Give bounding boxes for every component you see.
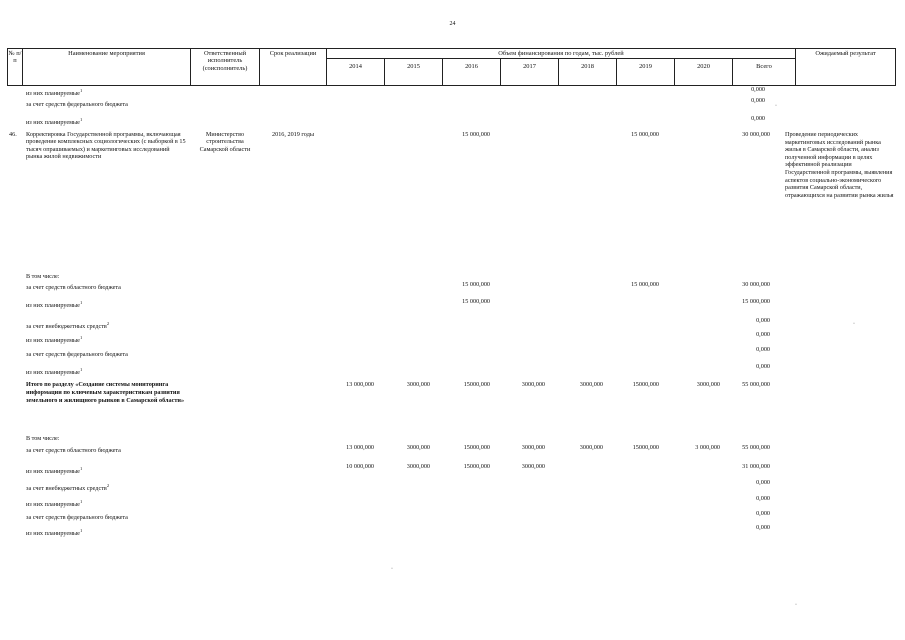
row-total: 0,000 [751, 97, 765, 104]
row-label: за счет средств федерального бюджета [26, 351, 128, 358]
header-year: 2017 [523, 63, 536, 70]
section-total-label: Итого по разделу «Создание системы мониторинга информации по ключевым характеристикам развития земельного и жилищного рынков в Самарской области» [26, 381, 185, 404]
row-label: из них планируемые$^1$ [26, 335, 83, 344]
header-funding: Объем финансирования по годам, тыс. рублей [498, 50, 624, 57]
row-value-2019: 15 000,000 [631, 281, 659, 288]
row-total: 30 000,000 [742, 281, 770, 288]
section-total-all: 55 000,000 [742, 381, 770, 388]
row-total: 0,000 [756, 346, 770, 353]
header-year: 2016 [465, 63, 478, 70]
row-label: из них планируемые$^1$ [26, 300, 83, 309]
row-total: 15 000,000 [742, 298, 770, 305]
header-num: № п/п [8, 50, 22, 65]
row-label: за счет средств федерального бюджета [26, 101, 128, 108]
row-label: из них планируемые$^1$ [26, 117, 83, 126]
section-total-2017: 3000,000 [521, 381, 545, 388]
header-year: 2015 [407, 63, 420, 70]
item-number: 46. [9, 131, 17, 138]
row-total: 55 000,000 [742, 444, 770, 451]
row-value-2017: 3000,000 [521, 444, 545, 451]
row-total: 0,000 [756, 479, 770, 486]
row-label: из них планируемые$^1$ [26, 466, 83, 475]
item-total: 30 000,000 [742, 131, 770, 138]
row-label: из них планируемые$^1$ [26, 88, 83, 97]
item-responsible: Министерство строительства Самарской области [199, 131, 251, 153]
row-total: 0,000 [751, 86, 765, 93]
section-total-2020: 3000,000 [696, 381, 720, 388]
row-total: 0,000 [756, 317, 770, 324]
row-value-2016: 15000,000 [463, 463, 490, 470]
header-year: 2020 [697, 63, 710, 70]
row-label: за счет внебюджетных средств$^2$ [26, 321, 110, 330]
row-total: 0,000 [756, 363, 770, 370]
header-responsible: Ответственный исполнитель (соисполнитель) [202, 50, 248, 72]
row-total: 31 000,000 [742, 463, 770, 470]
header-year: 2014 [349, 63, 362, 70]
row-value-2015: 3000,000 [406, 463, 430, 470]
row-total: 0,000 [756, 495, 770, 502]
header-name: Наименование мероприятия [68, 50, 145, 57]
header-year: 2019 [639, 63, 652, 70]
section-total-2018: 3000,000 [579, 381, 603, 388]
section-total-2014: 13 000,000 [346, 381, 374, 388]
row-label: за счет средств областного бюджета [26, 284, 121, 291]
page-number: 24 [449, 21, 456, 27]
item-name: Корректировка Государственной программы, включающая проведение комплексных социологических (с выборкой в 15 тысяч опрашиваемых) и маркетинговых исследований рынка жилой недвижимости [26, 131, 186, 161]
item-term: 2016, 2019 годы [272, 131, 314, 138]
row-value-2019: 15000,000 [632, 444, 659, 451]
header-year-total: Всего [756, 63, 772, 70]
row-total: 0,000 [751, 115, 765, 122]
header-year: 2018 [581, 63, 594, 70]
row-label: В том числе: [26, 273, 60, 280]
row-label: за счет средств федерального бюджета [26, 514, 128, 521]
row-label: из них планируемые$^1$ [26, 499, 83, 508]
row-total: 0,000 [756, 524, 770, 531]
header-term: Срок реализации [269, 50, 317, 57]
row-value-2016: 15 000,000 [462, 298, 490, 305]
header-result: Ожидаемый результат [815, 50, 876, 57]
row-label: из них планируемые$^1$ [26, 367, 83, 376]
row-value-2015: 3000,000 [406, 444, 430, 451]
row-label: из них планируемые$^1$ [26, 528, 83, 537]
row-value-2014: 13 000,000 [346, 444, 374, 451]
item-value-2016: 15 000,000 [462, 131, 490, 138]
row-value-2017: 3000,000 [521, 463, 545, 470]
section-total-2015: 3000,000 [406, 381, 430, 388]
row-total: 0,000 [756, 510, 770, 517]
row-value-2016: 15 000,000 [462, 281, 490, 288]
row-label: за счет внебюджетных средств$^2$ [26, 483, 110, 492]
section-total-2016: 15000,000 [463, 381, 490, 388]
row-value-2014: 10 000,000 [346, 463, 374, 470]
section-total-2019: 15000,000 [632, 381, 659, 388]
row-total: 0,000 [756, 331, 770, 338]
row-label: В том числе: [26, 435, 60, 442]
row-value-2018: 3000,000 [579, 444, 603, 451]
row-value-2020: 3 000,000 [695, 444, 720, 451]
item-value-2019: 15 000,000 [631, 131, 659, 138]
row-value-2016: 15000,000 [463, 444, 490, 451]
item-result: Проведение периодических маркетинговых исследований рынка жилья в Самарской области, анализ полученной информации в целях эффективной реализации Государственной программы, выявления аспектов социально-экономического развития Самарской области, отражающихся на развитии рынка жилья [785, 131, 894, 199]
row-label: за счет средств областного бюджета [26, 447, 121, 454]
